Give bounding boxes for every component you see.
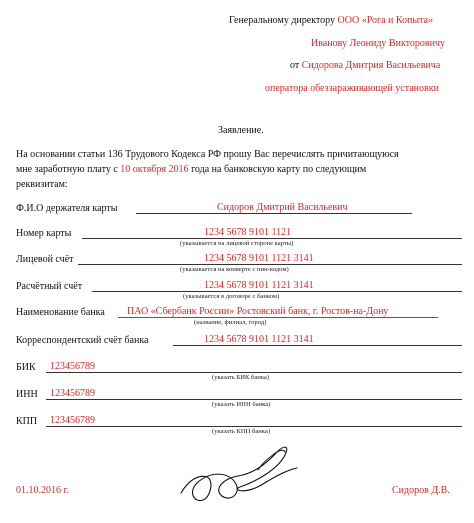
body-line-2-end: года на банковскую карту по следующим [188, 164, 367, 175]
correspondent-account-label: Корреспондентский счёт банка [16, 335, 149, 346]
sender-prefix: от [290, 60, 302, 71]
body-line-2-start: мне заработную плату с [16, 164, 121, 175]
kpp-value: 123456789 [50, 415, 95, 426]
sender-position: оператора обеззараживающей установки [265, 83, 439, 94]
bank-hint: (название, филиал, город) [194, 319, 267, 326]
card-number-hint: (указывается на лицевой стороне карты) [180, 240, 294, 247]
settlement-value: 1234 5678 9101 1121 3141 [204, 280, 314, 291]
body-line-3: реквизитам: [16, 179, 68, 190]
account-label: Лицевой счёт [16, 254, 74, 265]
sender-name: Сидорова Дмитрия Васильевича [301, 60, 441, 71]
card-number-label: Номер карты [16, 228, 72, 239]
document-title: Заявление. [218, 125, 264, 136]
inn-hint: (указать ИНН банка) [212, 401, 271, 408]
bank-value: ПАО «Сбербанк России» Ростовский банк, г. Ростов-на-Дону [127, 306, 389, 317]
inn-label: ИНН [16, 389, 38, 400]
settlement-hint: (указывается в договоре с банком) [183, 293, 280, 300]
fio-label: Ф.И.О держателя карты [16, 203, 118, 214]
recipient-name: Иванову Леониду Викторовичу [311, 38, 446, 49]
signature-date: 01.10.2016 г. [16, 485, 69, 496]
bik-hint: (указать БИК банка) [212, 374, 270, 381]
body-line-1: На основании статьи 136 Трудового Кодекса РФ прошу Вас перечислять причитающуюся [16, 149, 399, 160]
kpp-hint: (указать КПП банка) [212, 428, 271, 435]
signer-name: Сидоров Д.В. [392, 485, 450, 496]
correspondent-account-value: 1234 5678 9101 1121 3141 [204, 334, 314, 345]
account-value: 1234 5678 9101 1121 3141 [204, 253, 314, 264]
recipient-position: Генеральному директору [229, 15, 338, 26]
bik-value: 123456789 [50, 361, 95, 372]
inn-value: 123456789 [50, 388, 95, 399]
bank-label: Наименование банка [16, 307, 105, 318]
start-date: 10 октября 2016 [120, 164, 189, 175]
recipient-organization: ООО «Рога и Копыта» [337, 15, 434, 26]
bik-label: БИК [16, 362, 36, 373]
kpp-label: КПП [16, 416, 38, 427]
fio-value: Сидоров Дмитрий Васильевич [217, 202, 348, 213]
account-hint: (указывается на конверте с пин-кодом) [180, 266, 289, 273]
card-number-value: 1234 5678 9101 1121 [204, 227, 292, 238]
settlement-label: Расчётный счёт [16, 281, 83, 292]
